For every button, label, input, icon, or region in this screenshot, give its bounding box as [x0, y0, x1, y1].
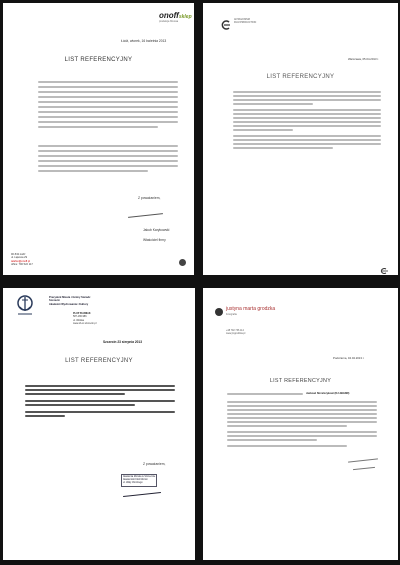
- anchor-emblem-icon: [15, 294, 35, 316]
- signer-name: Jakub Karykowski: [143, 228, 170, 232]
- letter-title: LIST REFERENCYJNY: [64, 57, 133, 63]
- closing: Z poważaniem,: [138, 196, 161, 200]
- institution-header: Prezydent Miasta i Gminy Sieradz Szczecin Akademii Wychowania i Kultury: [49, 296, 91, 306]
- letter-title: LIST REFERENCYJNY: [269, 378, 332, 384]
- antagonism-logo-icon: [221, 17, 231, 27]
- onoff-logo: onoffsklep: [159, 11, 192, 20]
- antagonism-logo-text: ANTAGONISM FILM PRODUCTION: [234, 18, 257, 24]
- recipient-name: Jackowi Strzelczykowi (DJ dBAND): [306, 392, 350, 395]
- footer-round-icon: [179, 259, 186, 266]
- letter-title: LIST REFERENCYJNY: [65, 358, 133, 364]
- footer-address: 90-532 Łódź ul. Łąkowa 29 telefon@onoff.pl office: 790 522 117: [11, 253, 33, 266]
- footer-logo-icon: [380, 261, 388, 267]
- letter-date: Szczecin 23 sierpnia 2013: [103, 340, 142, 344]
- letter-date: Podczarna, 04.04.2013 r.: [333, 356, 365, 360]
- letter-title: LIST REFERENCYJNY: [266, 74, 335, 80]
- signer-role: Właściciel firmy: [143, 238, 166, 242]
- photography-logo-icon: [215, 308, 223, 316]
- signature: [128, 213, 163, 218]
- reference-letter-antagonism: [203, 3, 398, 275]
- signature: [123, 492, 161, 497]
- reference-letter-academy: [3, 288, 195, 560]
- signature-underline: [353, 467, 375, 470]
- onoff-tagline: produkcja filmowa: [159, 20, 179, 23]
- signature: [348, 458, 378, 462]
- letter-date: Warszawa, 05.04.2013 r.: [348, 57, 379, 61]
- official-stamp: Akademia Morska w Szczecinie Akademicki Klub Morski ul. Wały Chrobrego: [121, 474, 157, 487]
- institution-contact: PLUP BUJNIAK 587-186-986 ul. Wolska www.ob-sr.szczecin.pl: [73, 312, 97, 325]
- contact-info: +48 792 736 114 www.jmgrodzka.pl: [226, 329, 246, 336]
- reference-letter-photography: [203, 288, 398, 560]
- closing: Z poważaniem,: [143, 462, 166, 466]
- brand-name: justyna marta grodzka: [226, 306, 276, 312]
- brand-subtitle: Fotografia: [226, 313, 237, 316]
- letter-date: Łódź, wtorek, 16 kwietnia 2013: [121, 39, 167, 43]
- reference-letter-onoff: [3, 3, 194, 275]
